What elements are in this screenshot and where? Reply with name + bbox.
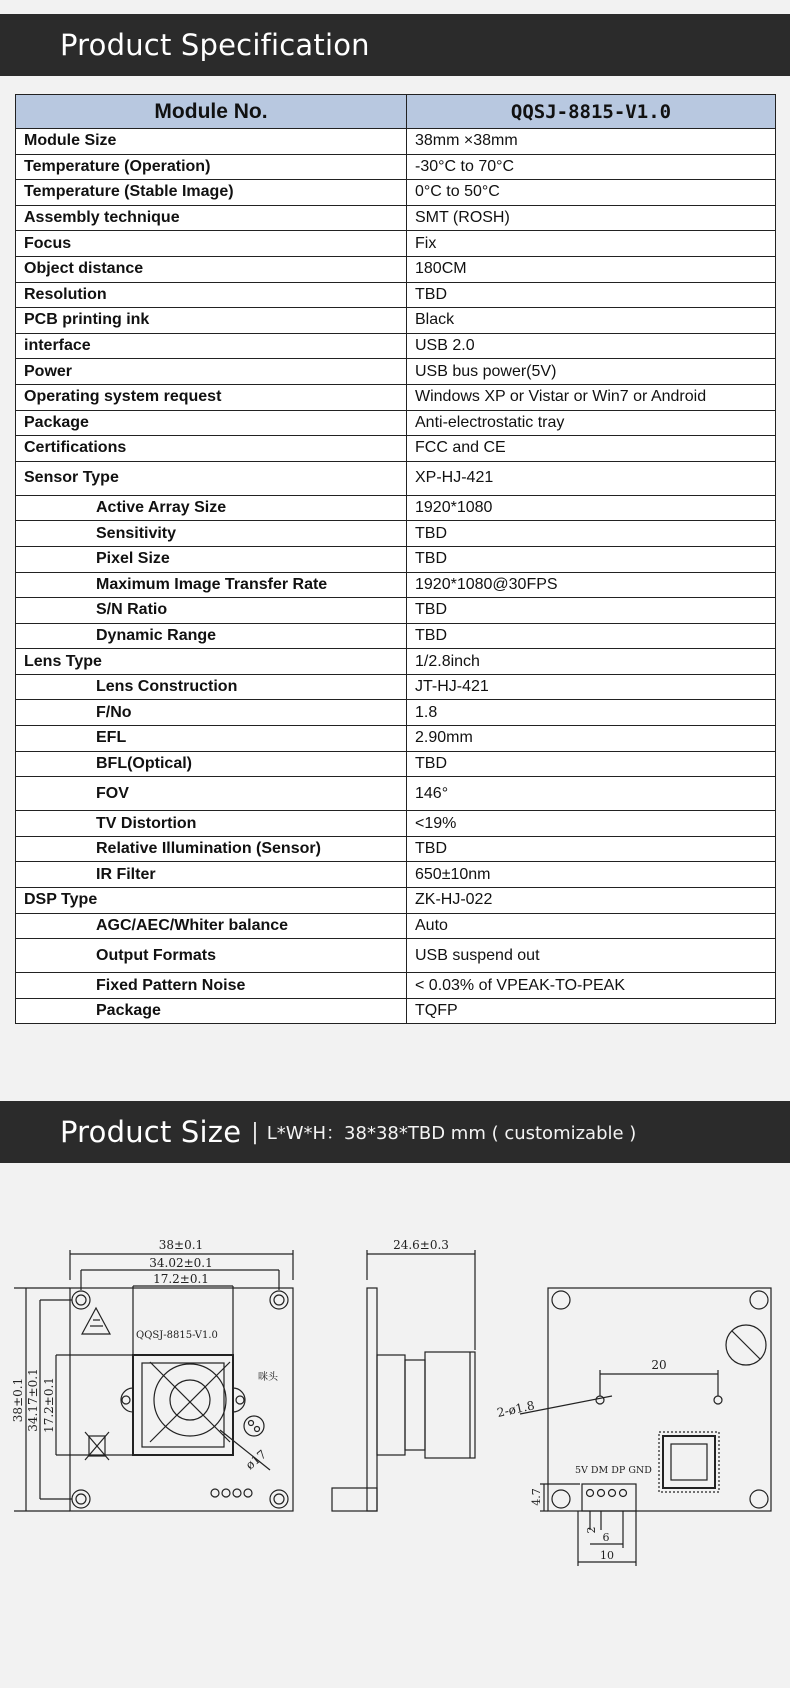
row-value: 38mm ×38mm bbox=[407, 129, 776, 155]
screw-hole bbox=[236, 1396, 244, 1404]
mount-hole-inner bbox=[76, 1494, 86, 1504]
table-row bbox=[16, 410, 776, 436]
row-value: XP-HJ-421 bbox=[407, 461, 776, 495]
dim-depth-label: 24.6±0.3 bbox=[393, 1238, 449, 1252]
board-silkscreen-label: QQSJ-8815-V1.0 bbox=[136, 1330, 218, 1341]
back-board-outline bbox=[548, 1288, 771, 1511]
usb-connector bbox=[582, 1484, 636, 1511]
row-value: Auto bbox=[407, 913, 776, 939]
row-label: IR Filter bbox=[16, 862, 407, 888]
table-row bbox=[16, 384, 776, 410]
row-label: S/N Ratio bbox=[16, 598, 407, 624]
side-pcb bbox=[367, 1288, 377, 1511]
row-label: Lens Construction bbox=[16, 674, 407, 700]
dsp-chip-die bbox=[671, 1444, 707, 1480]
table-row bbox=[16, 154, 776, 180]
row-label: Sensor Type bbox=[16, 461, 407, 495]
connector-pin bbox=[609, 1490, 616, 1497]
table-row bbox=[16, 811, 776, 837]
dim-width-label: 38±0.1 bbox=[158, 1238, 204, 1252]
row-label: Module Size bbox=[16, 129, 407, 155]
row-value: 2.90mm bbox=[407, 726, 776, 752]
pad bbox=[211, 1489, 219, 1497]
row-label: Temperature (Operation) bbox=[16, 154, 407, 180]
table-row bbox=[16, 623, 776, 649]
row-label: DSP Type bbox=[16, 888, 407, 914]
table-row bbox=[16, 308, 776, 334]
screw-ear-left bbox=[121, 1388, 133, 1412]
row-value: TBD bbox=[407, 751, 776, 777]
spec-table-header bbox=[16, 95, 776, 129]
row-label: Resolution bbox=[16, 282, 407, 308]
row-value: SMT (ROSH) bbox=[407, 205, 776, 231]
mic-pin bbox=[255, 1427, 260, 1432]
table-row bbox=[16, 836, 776, 862]
spec-banner-title: Product Specification bbox=[60, 28, 370, 62]
row-label: Certifications bbox=[16, 436, 407, 462]
size-banner-separator: | bbox=[251, 1119, 259, 1145]
table-row bbox=[16, 939, 776, 973]
row-value: 1920*1080 bbox=[407, 495, 776, 521]
row-value: 180CM bbox=[407, 256, 776, 282]
size-banner bbox=[0, 1101, 790, 1163]
row-value: 1920*1080@30FPS bbox=[407, 572, 776, 598]
row-value: TBD bbox=[407, 598, 776, 624]
row-label: Fixed Pattern Noise bbox=[16, 973, 407, 999]
table-row bbox=[16, 572, 776, 598]
esd-logo-icon bbox=[82, 1308, 110, 1334]
row-label: TV Distortion bbox=[16, 811, 407, 837]
row-value: TBD bbox=[407, 282, 776, 308]
row-label: Package bbox=[16, 998, 407, 1024]
table-row bbox=[16, 700, 776, 726]
row-value: Anti-electrostatic tray bbox=[407, 410, 776, 436]
row-value: ZK-HJ-022 bbox=[407, 888, 776, 914]
mount-hole bbox=[72, 1291, 90, 1309]
dsp-chip-pins bbox=[659, 1432, 719, 1492]
row-value: JT-HJ-421 bbox=[407, 674, 776, 700]
row-label: AGC/AEC/Whiter balance bbox=[16, 913, 407, 939]
row-value: Windows XP or Vistar or Win7 or Android bbox=[407, 384, 776, 410]
table-row bbox=[16, 973, 776, 999]
row-label: Assembly technique bbox=[16, 205, 407, 231]
table-row bbox=[16, 862, 776, 888]
row-value: TBD bbox=[407, 546, 776, 572]
table-row bbox=[16, 998, 776, 1024]
dim-pin-10-label: 10 bbox=[600, 1549, 614, 1562]
mic-pin bbox=[249, 1421, 254, 1426]
row-value: 1.8 bbox=[407, 700, 776, 726]
pad bbox=[233, 1489, 241, 1497]
table-row bbox=[16, 521, 776, 547]
pad bbox=[244, 1489, 252, 1497]
row-value: USB bus power(5V) bbox=[407, 359, 776, 385]
screw-ear-right bbox=[233, 1388, 245, 1412]
dimension-drawings bbox=[0, 1170, 790, 1600]
dim-pin-2-label: 2 bbox=[585, 1526, 598, 1534]
row-label: Operating system request bbox=[16, 384, 407, 410]
mount-hole bbox=[552, 1291, 570, 1309]
table-row bbox=[16, 726, 776, 752]
row-value: TBD bbox=[407, 521, 776, 547]
row-label: PCB printing ink bbox=[16, 308, 407, 334]
row-label: Object distance bbox=[16, 256, 407, 282]
side-lens bbox=[425, 1352, 475, 1458]
table-row bbox=[16, 282, 776, 308]
row-value: FCC and CE bbox=[407, 436, 776, 462]
spec-header-label: Module No. bbox=[16, 95, 407, 129]
hole-label: 2-ø1.8 bbox=[495, 1398, 536, 1420]
table-row bbox=[16, 598, 776, 624]
table-row bbox=[16, 180, 776, 206]
row-value: Fix bbox=[407, 231, 776, 257]
spec-banner bbox=[0, 14, 790, 76]
row-value: -30°C to 70°C bbox=[407, 154, 776, 180]
connector-pin bbox=[587, 1490, 594, 1497]
mic-label: 咪头 bbox=[258, 1372, 278, 1383]
pad bbox=[222, 1489, 230, 1497]
table-row bbox=[16, 231, 776, 257]
mount-hole bbox=[750, 1291, 768, 1309]
row-label: Focus bbox=[16, 231, 407, 257]
row-value: < 0.03% of VPEAK-TO-PEAK bbox=[407, 973, 776, 999]
row-value: 146° bbox=[407, 777, 776, 811]
row-value: USB 2.0 bbox=[407, 333, 776, 359]
row-value: 650±10nm bbox=[407, 862, 776, 888]
table-row bbox=[16, 751, 776, 777]
row-value: <19% bbox=[407, 811, 776, 837]
row-label: Dynamic Range bbox=[16, 623, 407, 649]
side-holder bbox=[377, 1355, 405, 1455]
row-label: interface bbox=[16, 333, 407, 359]
no-pb-slash bbox=[732, 1331, 760, 1359]
dim-pin-6-label: 6 bbox=[602, 1531, 610, 1544]
table-row bbox=[16, 256, 776, 282]
row-value: USB suspend out bbox=[407, 939, 776, 973]
row-value: 0°C to 50°C bbox=[407, 180, 776, 206]
mount-hole-inner bbox=[274, 1295, 284, 1305]
row-label: EFL bbox=[16, 726, 407, 752]
dim-hole-spacing-v-label: 34.17±0.1 bbox=[26, 1368, 40, 1432]
row-label: Relative Illumination (Sensor) bbox=[16, 836, 407, 862]
row-label: Pixel Size bbox=[16, 546, 407, 572]
row-value: Black bbox=[407, 308, 776, 334]
connector-pin bbox=[598, 1490, 605, 1497]
table-row bbox=[16, 436, 776, 462]
back-view bbox=[520, 1288, 771, 1566]
connector-pin bbox=[620, 1490, 627, 1497]
dim-holes-label: 20 bbox=[651, 1358, 667, 1372]
dim-height-label: 38±0.1 bbox=[11, 1377, 25, 1423]
row-value: TBD bbox=[407, 623, 776, 649]
side-connector bbox=[332, 1488, 377, 1511]
row-label: F/No bbox=[16, 700, 407, 726]
dim-lens-label: 17.2±0.1 bbox=[153, 1272, 209, 1286]
table-row bbox=[16, 495, 776, 521]
dim-lens-v-label: 17.2±0.1 bbox=[42, 1377, 56, 1433]
side-barrel bbox=[405, 1360, 425, 1450]
mount-hole bbox=[270, 1291, 288, 1309]
row-label: Temperature (Stable Image) bbox=[16, 180, 407, 206]
mount-hole bbox=[270, 1490, 288, 1508]
row-label: Output Formats bbox=[16, 939, 407, 973]
lens-glass bbox=[170, 1380, 210, 1420]
table-row bbox=[16, 777, 776, 811]
table-row bbox=[16, 333, 776, 359]
side-view bbox=[332, 1250, 475, 1511]
row-value: 1/2.8inch bbox=[407, 649, 776, 675]
mount-hole bbox=[72, 1490, 90, 1508]
lens-diameter-label: ø17 bbox=[242, 1447, 270, 1473]
spec-header-value: QQSJ-8815-V1.0 bbox=[407, 95, 776, 129]
table-row bbox=[16, 674, 776, 700]
table-row bbox=[16, 913, 776, 939]
mount-hole-inner bbox=[274, 1494, 284, 1504]
table-row bbox=[16, 546, 776, 572]
table-row bbox=[16, 205, 776, 231]
table-row bbox=[16, 359, 776, 385]
size-banner-subtitle: L*W*H：38*38*TBD mm ( customizable ) bbox=[266, 1123, 637, 1144]
table-row bbox=[16, 461, 776, 495]
screw-hole bbox=[122, 1396, 130, 1404]
lens-holder bbox=[133, 1355, 233, 1455]
row-label: Power bbox=[16, 359, 407, 385]
table-row bbox=[16, 129, 776, 155]
row-label: Lens Type bbox=[16, 649, 407, 675]
table-row bbox=[16, 888, 776, 914]
locating-hole bbox=[714, 1396, 722, 1404]
spec-table bbox=[15, 94, 776, 1024]
table-row bbox=[16, 649, 776, 675]
pins-label: 5V DM DP GND bbox=[575, 1465, 652, 1476]
row-label: Package bbox=[16, 410, 407, 436]
mount-hole bbox=[552, 1490, 570, 1508]
row-label: Maximum Image Transfer Rate bbox=[16, 572, 407, 598]
dim-pin-offset-label: 4.7 bbox=[530, 1488, 543, 1506]
row-label: BFL(Optical) bbox=[16, 751, 407, 777]
row-label: Active Array Size bbox=[16, 495, 407, 521]
mount-hole bbox=[750, 1490, 768, 1508]
dim-hole-spacing-label: 34.02±0.1 bbox=[149, 1256, 213, 1270]
mic-component bbox=[244, 1416, 264, 1436]
size-banner-title: Product Size bbox=[60, 1115, 242, 1149]
lens-barrel bbox=[154, 1364, 226, 1436]
mount-hole-inner bbox=[76, 1295, 86, 1305]
row-value: TQFP bbox=[407, 998, 776, 1024]
row-label: FOV bbox=[16, 777, 407, 811]
row-value: TBD bbox=[407, 836, 776, 862]
row-label: Sensitivity bbox=[16, 521, 407, 547]
